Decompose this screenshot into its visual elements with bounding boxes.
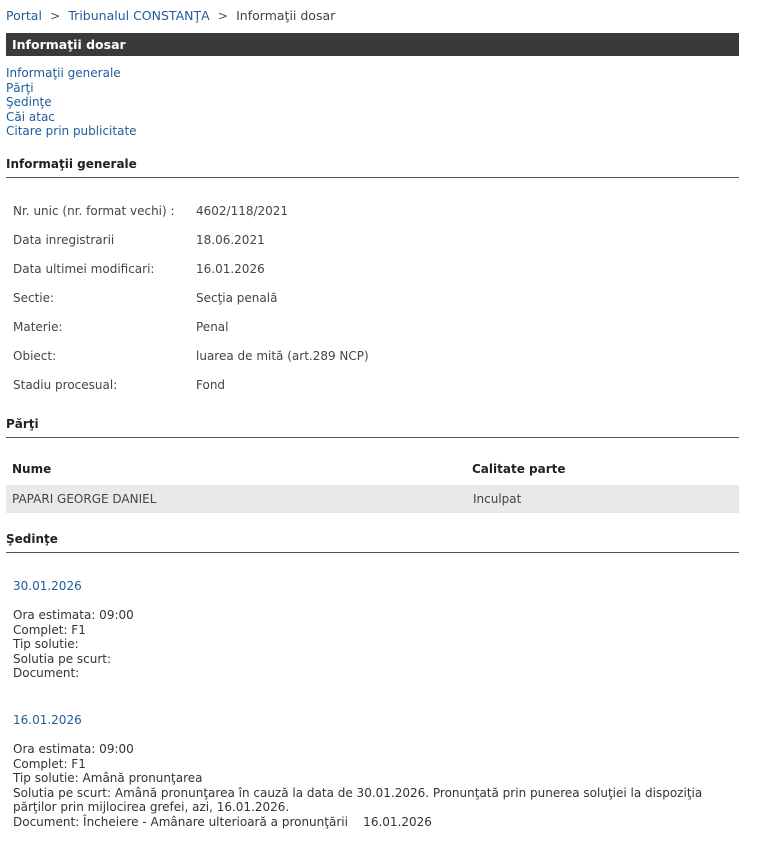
info-label: Stadiu procesual: — [13, 378, 118, 392]
sedinta-details — [13, 608, 743, 681]
party-role: Inculpat — [473, 492, 522, 506]
info-value: 18.06.2021 — [196, 233, 265, 247]
info-label: Data ultimei modificari: — [13, 262, 155, 276]
info-value: Fond — [196, 378, 226, 392]
info-label: Data inregistrarii — [13, 233, 115, 247]
section-heading-parti: Părţi — [6, 417, 739, 438]
info-row — [13, 204, 288, 218]
sedinta-solutia: Solutia pe scurt: — [13, 651, 112, 666]
breadcrumb-separator: > — [217, 8, 229, 23]
breadcrumb-current: Informaţii dosar — [236, 8, 336, 23]
info-row — [13, 291, 277, 305]
breadcrumb-tribunal-link[interactable]: Tribunalul CONSTANŢA — [68, 8, 210, 23]
breadcrumb — [6, 8, 335, 23]
info-label: Sectie: — [13, 291, 55, 305]
page-title: Informaţii dosar — [6, 33, 739, 56]
column-header-nume: Nume — [12, 462, 52, 476]
sedinta-document: Document: Încheiere - Amânare ulterioară a pronunţării 16.01.2026 — [13, 814, 432, 829]
nav-link-sedinte[interactable]: Şedinţe — [6, 95, 52, 110]
nav-link-cai-atac[interactable]: Căi atac — [6, 109, 55, 124]
sedinta-date-link[interactable]: 16.01.2026 — [13, 713, 82, 727]
section-heading-sedinte: Şedinţe — [6, 532, 739, 553]
info-label: Nr. unic (nr. format vechi) : — [13, 204, 175, 218]
section-nav — [6, 66, 137, 139]
sedinta-ora: Ora estimata: 09:00 — [13, 608, 134, 622]
nav-link-parti[interactable]: Părţi — [6, 80, 34, 95]
sedinta-tip-solutie: Tip solutie: — [13, 637, 79, 652]
sedinta-complet: Complet: F1 — [13, 756, 86, 771]
breadcrumb-separator: > — [49, 8, 61, 23]
party-name: PAPARI GEORGE DANIEL — [12, 492, 157, 506]
section-heading-informatii-generale: Informaţii generale — [6, 157, 739, 178]
sedinta-details — [13, 742, 743, 830]
info-row — [13, 378, 225, 392]
info-value: Penal — [196, 320, 229, 334]
info-value: luarea de mită (art.289 NCP) — [196, 349, 369, 363]
sedinta-solutia: Solutia pe scurt: Amână pronunţarea în cauză la data de 30.01.2026. Pronunţată prin punerea soluţiei la dispoziţia părţilor prin mijlocirea grefei, azi, 16.01.2026. — [13, 785, 703, 815]
sedinta-complet: Complet: F1 — [13, 622, 86, 637]
nav-link-citare-publicitate[interactable]: Citare prin publicitate — [6, 124, 137, 139]
info-row — [13, 320, 228, 334]
info-row — [13, 349, 369, 363]
info-value: 16.01.2026 — [196, 262, 265, 276]
sedinta-document: Document: — [13, 666, 80, 681]
info-row — [13, 262, 265, 276]
nav-link-informatii-generale[interactable]: Informaţii generale — [6, 66, 121, 80]
info-value: 4602/118/2021 — [196, 204, 289, 218]
table-row — [6, 485, 739, 513]
info-label: Materie: — [13, 320, 63, 334]
info-label: Obiect: — [13, 349, 57, 363]
sedinta-date-link[interactable]: 30.01.2026 — [13, 579, 82, 593]
sedinta-ora: Ora estimata: 09:00 — [13, 742, 134, 756]
info-value: Secţia penală — [196, 291, 278, 305]
column-header-calitate: Calitate parte — [472, 462, 566, 476]
info-row — [13, 233, 265, 247]
breadcrumb-portal-link[interactable]: Portal — [6, 8, 42, 23]
sedinta-tip-solutie: Tip solutie: Amână pronunţarea — [13, 771, 203, 786]
